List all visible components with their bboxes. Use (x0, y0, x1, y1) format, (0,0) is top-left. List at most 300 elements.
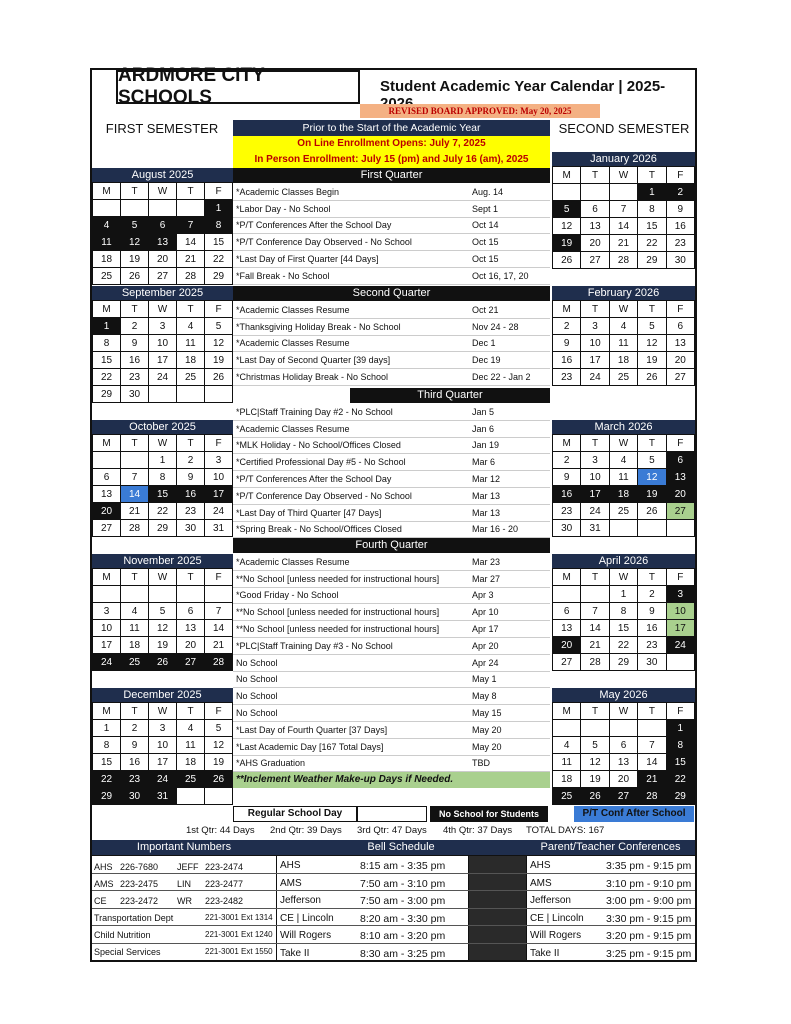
calendar-day: 4 (177, 720, 205, 737)
calendar-day: 9 (666, 201, 694, 218)
calendar-day: 3 (205, 452, 233, 469)
calendar-day: 8 (609, 603, 637, 620)
calendar-day: 11 (177, 737, 205, 754)
month-title: December 2025 (92, 688, 233, 702)
event-row (233, 369, 550, 386)
calendar-day: 31 (149, 788, 177, 805)
calendar-day: 26 (149, 654, 177, 671)
calendar-day (149, 386, 177, 403)
month-grid (552, 300, 695, 386)
calendar-day (609, 520, 637, 537)
bell-time: 7:50 am - 3:10 pm (360, 877, 446, 890)
day-of-week: F (666, 569, 694, 586)
event-date: Jan 19 (472, 440, 500, 451)
calendar-day: 11 (553, 754, 581, 771)
ptc-time: 3:30 pm - 9:15 pm (606, 912, 692, 925)
calendar-day: 28 (177, 268, 205, 285)
calendar-day: 15 (638, 218, 666, 235)
table-row-line (92, 873, 695, 874)
calendar-day: 1 (93, 720, 121, 737)
calendar-day: 10 (666, 603, 694, 620)
day-of-week: T (121, 183, 149, 200)
calendar-day: 30 (638, 654, 666, 671)
calendar-day: 28 (609, 252, 637, 269)
calendar-day: 23 (121, 369, 149, 386)
event-label: *Spring Break - No School/Offices Closed (236, 524, 402, 535)
calendar-day: 15 (609, 620, 637, 637)
calendar-day (93, 586, 121, 603)
day-of-week: W (609, 301, 637, 318)
calendar-day: 10 (149, 737, 177, 754)
day-of-week: T (581, 167, 609, 184)
calendar-day: 30 (121, 788, 149, 805)
calendar-day: 28 (205, 654, 233, 671)
calendar-day: 25 (121, 654, 149, 671)
table-row-line (92, 908, 695, 909)
quarter-header: Second Quarter (233, 286, 550, 301)
day-of-week: T (638, 301, 666, 318)
school-abbr: WR (177, 896, 192, 906)
calendar-day (666, 520, 694, 537)
calendar-day: 23 (638, 637, 666, 654)
calendar-day: 24 (581, 369, 609, 386)
calendar-day: 7 (205, 603, 233, 620)
calendar-day: 15 (666, 754, 694, 771)
calendar-day: 26 (205, 771, 233, 788)
table-row-line (92, 925, 695, 926)
calendar-day (666, 654, 694, 671)
month-grid (552, 166, 695, 269)
calendar-day: 14 (581, 620, 609, 637)
event-label: No School (236, 657, 278, 668)
month-title: April 2026 (552, 554, 695, 568)
calendar-day: 6 (581, 201, 609, 218)
event-row (233, 688, 550, 705)
calendar-day: 29 (93, 788, 121, 805)
calendar-day: 16 (666, 218, 694, 235)
event-label: *P/T Conferences After the School Day (236, 474, 392, 485)
calendar-day: 5 (581, 737, 609, 754)
calendar-day (638, 520, 666, 537)
bell-school: AMS (280, 877, 302, 889)
first-semester-label: FIRST SEMESTER (105, 121, 219, 136)
calendar-day (205, 586, 233, 603)
school-abbr: LIN (177, 879, 192, 889)
calendar-day: 5 (121, 217, 149, 234)
event-row (233, 471, 550, 488)
school-abbr: CE (94, 896, 107, 906)
calendar-day: 27 (149, 268, 177, 285)
day-of-week: M (553, 167, 581, 184)
calendar-day: 26 (638, 369, 666, 386)
event-date: Oct 15 (472, 254, 499, 265)
school-name: ARDMORE CITY SCHOOLS (116, 70, 360, 104)
day-of-week: T (638, 569, 666, 586)
ptc-title: Parent/Teacher Conferences (526, 840, 695, 855)
calendar-day: 29 (93, 386, 121, 403)
calendar-day: 4 (609, 452, 637, 469)
calendar-day: 19 (638, 486, 666, 503)
calendar-day: 4 (553, 737, 581, 754)
calendar-day: 27 (553, 654, 581, 671)
day-of-week: M (93, 703, 121, 720)
event-date: Jan 5 (472, 406, 495, 417)
event-date: May 8 (472, 691, 497, 702)
calendar-day: 8 (149, 469, 177, 486)
calendar-day: 27 (666, 369, 694, 386)
phone-number: 223-2472 (120, 896, 159, 906)
event-row (233, 218, 550, 235)
event-date: Mar 6 (472, 457, 496, 468)
day-of-week: T (177, 569, 205, 586)
calendar-day: 20 (93, 503, 121, 520)
event-row (233, 554, 550, 571)
calendar-day: 13 (149, 234, 177, 251)
event-label: *PLC|Staff Training Day #2 - No School (236, 406, 393, 417)
calendar-day: 26 (581, 788, 609, 805)
calendar-day: 23 (553, 503, 581, 520)
day-of-week: T (581, 569, 609, 586)
event-label: *Last Academic Day [167 Total Days] (236, 741, 384, 752)
calendar-day (121, 452, 149, 469)
calendar-day: 31 (205, 520, 233, 537)
calendar-day: 21 (581, 637, 609, 654)
event-label: *Good Friday - No School (236, 590, 339, 601)
ptc-time: 3:35 pm - 9:15 pm (606, 860, 692, 872)
second-semester-label: SECOND SEMESTER (558, 121, 690, 136)
phone-number: 226-7680 (120, 862, 159, 872)
calendar-day: 22 (93, 369, 121, 386)
calendar-day: 26 (638, 503, 666, 520)
event-row (233, 454, 550, 471)
school-abbr: AHS (94, 862, 113, 872)
calendar-day: 27 (581, 252, 609, 269)
event-label: *PLC|Staff Training Day #3 - No School (236, 640, 393, 651)
event-date: Mar 23 (472, 556, 501, 567)
makeup-days: **Inclement Weather Make-up Days if Needed. (233, 772, 550, 788)
calendar-day: 5 (205, 318, 233, 335)
quarter-header: First Quarter (233, 168, 550, 183)
school-abbr: JEFF (177, 862, 199, 872)
calendar-day: 4 (177, 318, 205, 335)
calendar-day: 11 (93, 234, 121, 251)
event-date: Dec 1 (472, 338, 496, 349)
calendar-day (581, 184, 609, 201)
calendar-day: 5 (638, 452, 666, 469)
calendar-day: 13 (553, 620, 581, 637)
event-date: Mar 16 - 20 (472, 524, 519, 535)
month-title: November 2025 (92, 554, 233, 568)
calendar-day: 3 (666, 586, 694, 603)
day-of-week: T (177, 703, 205, 720)
event-date: Nov 24 - 28 (472, 321, 519, 332)
department-name: Special Services (94, 947, 161, 957)
event-row (233, 352, 550, 369)
bell-title: Bell Schedule (276, 840, 526, 855)
calendar-day: 22 (93, 771, 121, 788)
calendar-day: 18 (553, 771, 581, 788)
bell-school: Will Rogers (280, 930, 332, 941)
calendar-day: 10 (581, 335, 609, 352)
calendar-day: 19 (205, 352, 233, 369)
quarter-header: Fourth Quarter (233, 538, 550, 553)
calendar-day: 23 (121, 771, 149, 788)
ptc-time: 3:00 pm - 9:00 pm (606, 895, 692, 907)
q3-days: 3rd Qtr: 47 Days (357, 825, 427, 836)
event-label: **No School [unless needed for instructional hours] (236, 624, 440, 635)
bell-school: CE | Lincoln (280, 912, 334, 924)
event-label: *Christmas Holiday Break - No School (236, 372, 389, 383)
calendar-title: Student Academic Year Calendar | 2025- (380, 78, 666, 95)
calendar-day: 29 (205, 268, 233, 285)
event-row (233, 184, 550, 201)
calendar-day: 4 (609, 318, 637, 335)
calendar-day (581, 720, 609, 737)
calendar-day: 27 (177, 654, 205, 671)
calendar-day (553, 184, 581, 201)
calendar-day: 6 (609, 737, 637, 754)
phone-number: 223-2477 (205, 879, 244, 889)
event-date: Mar 12 (472, 474, 501, 485)
ptc-school: AHS (530, 860, 551, 871)
inperson-enrollment: In Person Enrollment: July 15 (pm) and July 16 (am), 2025 (233, 152, 550, 168)
calendar-day: 20 (666, 486, 694, 503)
calendar-day (609, 184, 637, 201)
month-title: March 2026 (552, 420, 695, 434)
calendar-day: 24 (149, 771, 177, 788)
month-grid (92, 702, 233, 805)
calendar-day: 9 (121, 737, 149, 754)
legend-regular: Regular School Day (233, 806, 357, 822)
legend-regular-swatch (357, 806, 427, 822)
calendar-day: 18 (177, 352, 205, 369)
bell-school: Take II (280, 947, 310, 959)
event-date: Oct 15 (472, 237, 499, 248)
day-of-week: T (177, 435, 205, 452)
calendar-day (177, 200, 205, 217)
event-date: Dec 19 (472, 355, 501, 366)
calendar-day (93, 452, 121, 469)
month-grid (552, 568, 695, 671)
calendar-day: 17 (93, 637, 121, 654)
calendar-day (177, 788, 205, 805)
calendar-day: 21 (205, 637, 233, 654)
bell-time: 8:30 am - 3:25 pm (360, 947, 446, 960)
calendar-day: 27 (93, 520, 121, 537)
day-of-week: M (553, 435, 581, 452)
calendar-day: 19 (638, 352, 666, 369)
calendar-day: 14 (121, 486, 149, 503)
event-label: *Academic Classes Begin (236, 186, 340, 197)
day-of-week: T (121, 569, 149, 586)
month-title: September 2025 (92, 286, 233, 300)
event-date: Oct 21 (472, 304, 499, 315)
calendar-day: 30 (666, 252, 694, 269)
calendar-day: 10 (205, 469, 233, 486)
calendar-day: 20 (553, 637, 581, 654)
phone-number: 221-3001 Ext 1314 (205, 913, 273, 922)
calendar-day: 16 (177, 486, 205, 503)
calendar-day: 22 (205, 251, 233, 268)
calendar-day: 20 (149, 251, 177, 268)
calendar-day: 3 (581, 318, 609, 335)
ptc-school: Will Rogers (530, 930, 582, 941)
calendar-day: 25 (609, 503, 637, 520)
calendar-day: 13 (666, 469, 694, 486)
calendar-day: 26 (205, 369, 233, 386)
calendar-day: 2 (553, 452, 581, 469)
calendar-day: 5 (553, 201, 581, 218)
calendar-day: 28 (121, 520, 149, 537)
calendar-day: 10 (149, 335, 177, 352)
calendar-day: 12 (205, 737, 233, 754)
phone-number: 223-2474 (205, 862, 244, 872)
event-date: Oct 16, 17, 20 (472, 270, 529, 281)
calendar-day: 12 (638, 335, 666, 352)
calendar-day: 3 (149, 318, 177, 335)
day-of-week: F (205, 569, 233, 586)
calendar-day: 25 (177, 369, 205, 386)
month-grid (552, 702, 695, 805)
calendar-day (581, 586, 609, 603)
calendar-day: 18 (177, 754, 205, 771)
month-title: January 2026 (552, 152, 695, 166)
calendar-day: 2 (553, 318, 581, 335)
bell-school: AHS (280, 860, 301, 871)
calendar-day: 20 (666, 352, 694, 369)
month-grid (92, 300, 233, 403)
calendar-day: 23 (177, 503, 205, 520)
event-row (233, 505, 550, 522)
prior-header: Prior to the Start of the Academic Year (233, 120, 550, 136)
calendar-day: 31 (581, 520, 609, 537)
event-row (233, 522, 550, 539)
calendar-day (121, 200, 149, 217)
calendar-day: 17 (581, 486, 609, 503)
event-row (233, 421, 550, 438)
calendar-day: 22 (609, 637, 637, 654)
calendar-day: 13 (609, 754, 637, 771)
calendar-day: 14 (177, 234, 205, 251)
calendar-day: 12 (553, 218, 581, 235)
day-of-week: W (609, 703, 637, 720)
calendar-day: 10 (581, 469, 609, 486)
calendar-day: 9 (177, 469, 205, 486)
day-of-week: M (553, 703, 581, 720)
calendar-day: 29 (609, 654, 637, 671)
event-date: Apr 17 (472, 624, 499, 635)
department-name: Child Nutrition (94, 930, 151, 940)
event-date: Jan 6 (472, 423, 495, 434)
calendar-day: 24 (205, 503, 233, 520)
calendar-day: 16 (121, 352, 149, 369)
school-abbr: AMS (94, 879, 114, 889)
day-of-week: M (93, 183, 121, 200)
calendar-day: 20 (609, 771, 637, 788)
event-date: Mar 27 (472, 573, 501, 584)
calendar-day: 28 (581, 654, 609, 671)
calendar-day: 8 (205, 217, 233, 234)
day-of-week: T (581, 703, 609, 720)
event-date: May 15 (472, 708, 502, 719)
calendar-day (609, 720, 637, 737)
event-date: Aug. 14 (472, 186, 504, 197)
event-label: *Last Day of Third Quarter [47 Days] (236, 507, 382, 518)
event-row (233, 302, 550, 319)
calendar-day: 7 (609, 201, 637, 218)
calendar-day: 24 (93, 654, 121, 671)
calendar-day: 26 (121, 268, 149, 285)
event-label: **No School [unless needed for instructional hours] (236, 573, 440, 584)
month-title: August 2025 (92, 168, 233, 182)
event-label: *MLK Holiday - No School/Offices Closed (236, 440, 401, 451)
calendar-day: 17 (149, 754, 177, 771)
event-date: Oct 14 (472, 220, 499, 231)
event-label: *P/T Conference Day Observed - No School (236, 490, 412, 501)
calendar-day: 16 (553, 486, 581, 503)
calendar-day: 20 (581, 235, 609, 252)
event-row (233, 604, 550, 621)
calendar-day: 3 (149, 720, 177, 737)
calendar-day: 8 (93, 335, 121, 352)
event-row (233, 672, 550, 689)
calendar-day: 19 (553, 235, 581, 252)
calendar-day: 18 (609, 486, 637, 503)
ptc-school: Jefferson (530, 895, 571, 906)
event-row (233, 336, 550, 353)
calendar-day (553, 720, 581, 737)
day-of-week: M (93, 569, 121, 586)
calendar-day: 16 (121, 754, 149, 771)
calendar-day: 7 (177, 217, 205, 234)
bell-time: 7:50 am - 3:00 pm (360, 895, 446, 907)
ptc-time: 3:20 pm - 9:15 pm (606, 930, 692, 942)
calendar-day: 14 (609, 218, 637, 235)
day-of-week: T (638, 703, 666, 720)
event-label: No School (236, 708, 278, 719)
event-label: **No School [unless needed for instructional hours] (236, 607, 440, 618)
calendar-day (149, 200, 177, 217)
calendar-day: 29 (638, 252, 666, 269)
calendar-day: 8 (638, 201, 666, 218)
calendar-day: 8 (93, 737, 121, 754)
q2-days: 2nd Qtr: 39 Days (270, 825, 342, 836)
day-of-week: T (121, 703, 149, 720)
calendar-day: 18 (93, 251, 121, 268)
day-of-week: T (177, 183, 205, 200)
calendar-day: 28 (638, 788, 666, 805)
calendar-day: 1 (609, 586, 637, 603)
day-of-week: F (666, 435, 694, 452)
calendar-day: 19 (149, 637, 177, 654)
event-date: Mar 13 (472, 507, 501, 518)
day-of-week: T (177, 301, 205, 318)
day-of-week: F (205, 703, 233, 720)
calendar-day: 15 (93, 754, 121, 771)
month-grid (92, 434, 233, 537)
table-divider (92, 855, 695, 856)
calendar-day: 22 (149, 503, 177, 520)
calendar-day: 22 (666, 771, 694, 788)
calendar-day: 30 (177, 520, 205, 537)
event-label: *Thanksgiving Holiday Break - No School (236, 321, 401, 332)
calendar-day: 5 (638, 318, 666, 335)
event-label: *P/T Conferences After the School Day (236, 220, 392, 231)
calendar-day: 14 (205, 620, 233, 637)
bell-time: 8:15 am - 3:35 pm (360, 860, 446, 872)
day-of-week: F (666, 167, 694, 184)
table-row-line (92, 943, 695, 944)
